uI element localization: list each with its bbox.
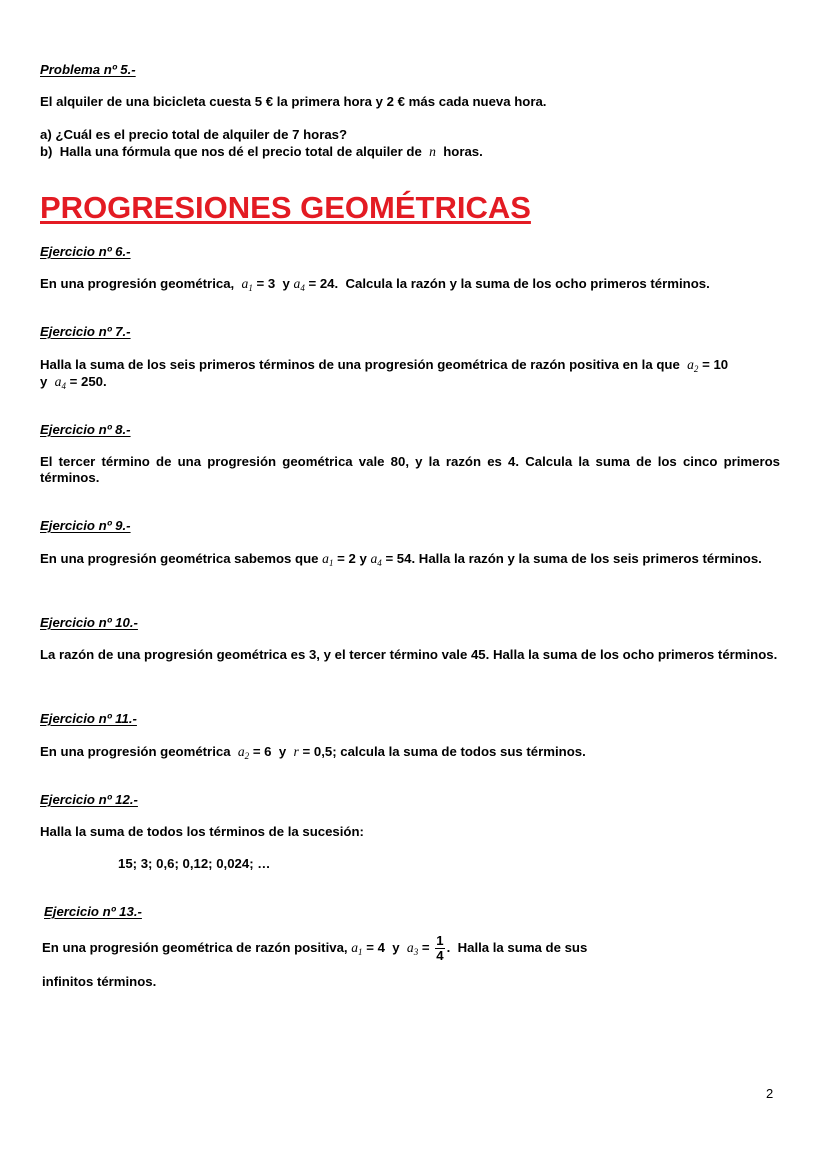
problema-5-heading: Problema nº 5.- [40,62,136,77]
ej7-text-1: Halla la suma de los seis primeros términos de una progresión geométrica de razón positiva en la que [40,357,688,372]
ej9-sub-2: 4 [377,558,382,568]
ej6-eq-2: = 24 [304,276,335,291]
ejercicio-11-text [40,744,586,764]
ej9-text-1: En una progresión geométrica sabemos que [40,551,323,566]
section-title: PROGRESIONES GEOMÉTRICAS [40,190,531,225]
ej11-text-2: y [271,744,294,759]
ej13-sub-2: 3 [413,946,419,957]
problema-5-statement: El alquiler de una bicicleta cuesta 5 € la primera hora y 2 € más cada nueva hora. [40,94,547,109]
page-number: 2 [766,1086,774,1101]
ejercicio-6-text [40,276,710,296]
problema-5-item-b [40,144,483,160]
ej13-text-1: En una progresión geométrica de razón positiva, [42,939,352,955]
ej9-var-2: a [370,551,378,566]
problema-5-item-a: a) ¿Cuál es el precio total de alquiler de 7 horas? [40,127,348,142]
ejercicio-6-heading: Ejercicio nº 6.- [40,244,131,259]
item-b-variable: n [429,144,436,159]
ejercicio-8-heading: Ejercicio nº 8.- [40,422,131,437]
ej13-sub-1: 1 [358,946,363,957]
item-b-text-2: horas. [435,144,483,159]
ej9-eq-2: = 54 [381,551,412,566]
ejercicio-12-sequence: 15; 3; 0,6; 0,12; 0,024; … [118,856,271,871]
ej6-text-2: y [275,276,294,291]
ejercicio-7-text-line-2 [40,374,107,394]
fraction-numerator: 1 [436,933,444,948]
ejercicio-7-heading: Ejercicio nº 7.- [40,324,131,339]
ej7-text-2: y [40,374,55,389]
ej7-text-3: . [103,374,107,389]
ejercicio-12-text: Halla la suma de todos los términos de la sucesión: [40,824,364,839]
ej11-text-1: En una progresión geométrica [40,744,238,759]
ej13-text-2: y [384,939,407,955]
ej13-eq-1: = 4 [362,939,385,955]
ej7-sub-2: 4 [61,381,66,391]
ej11-eq-2: = 0,5 [298,744,333,759]
ej11-text-3: ; calcula la suma de todos sus términos. [332,744,586,759]
fraction-denominator: 4 [436,948,444,963]
ej11-var-2: r [293,744,299,759]
ej7-var-1: a [687,357,694,372]
ej7-var-2: a [54,374,62,389]
ej6-eq-1: = 3 [252,276,276,291]
ej13-var-2: a [406,939,414,955]
ejercicio-8-text: El tercer término de una progresión geométrica vale 80, y la razón es 4. Calcula la suma de los cinco primeros términos. [40,454,780,485]
ej9-text-3: . Halla la razón y la suma de los seis primeros términos. [411,551,762,566]
ejercicio-7-text-line-1 [40,357,728,377]
ej6-var-2: a [293,276,301,291]
ejercicio-9-heading: Ejercicio nº 9.- [40,518,131,533]
ej7-sub-1: 2 [693,364,699,374]
ej13-fraction [435,934,444,963]
ej11-eq-1: = 6 [249,744,272,759]
ej9-eq-1: = 2 [333,551,356,566]
ejercicio-10-text: La razón de una progresión geométrica es 3, y el tercer término vale 45. Halla la suma de los ocho primeros términos. [40,647,778,662]
ej6-sub-2: 4 [300,283,305,293]
ej7-eq-2: = 250 [65,374,104,389]
ej6-sub-1: 1 [248,283,253,293]
ej13-text-3: . Halla la suma de sus [446,939,588,955]
ej9-text-2: y [355,551,371,566]
ej11-sub-1: 2 [244,751,250,761]
ejercicio-13-heading: Ejercicio nº 13.- [44,904,142,919]
ejercicio-12-heading: Ejercicio nº 12.- [40,792,138,807]
ejercicio-11-heading: Ejercicio nº 11.- [40,711,137,726]
ejercicio-9-text [40,551,780,571]
ej6-text-3: . Calcula la razón y la suma de los ocho primeros términos. [334,276,710,291]
ej6-var-1: a [241,276,249,291]
ej13-eq-2: = [418,939,434,955]
item-b-text-1: b) Halla una fórmula que nos dé el precio total de alquiler de [40,144,430,159]
ejercicio-13-text-line-2: infinitos términos. [42,974,157,989]
ejercicio-10-heading: Ejercicio nº 10.- [40,615,138,630]
ej7-eq-1: = 10 [698,357,729,372]
ej9-sub-1: 1 [328,558,334,568]
ej9-var-1: a [322,551,329,566]
ej13-var-1: a [351,939,359,955]
ej11-var-1: a [237,744,245,759]
ej6-text-1: En una progresión geométrica, [40,276,242,291]
ejercicio-13-text-line-1 [42,934,587,963]
